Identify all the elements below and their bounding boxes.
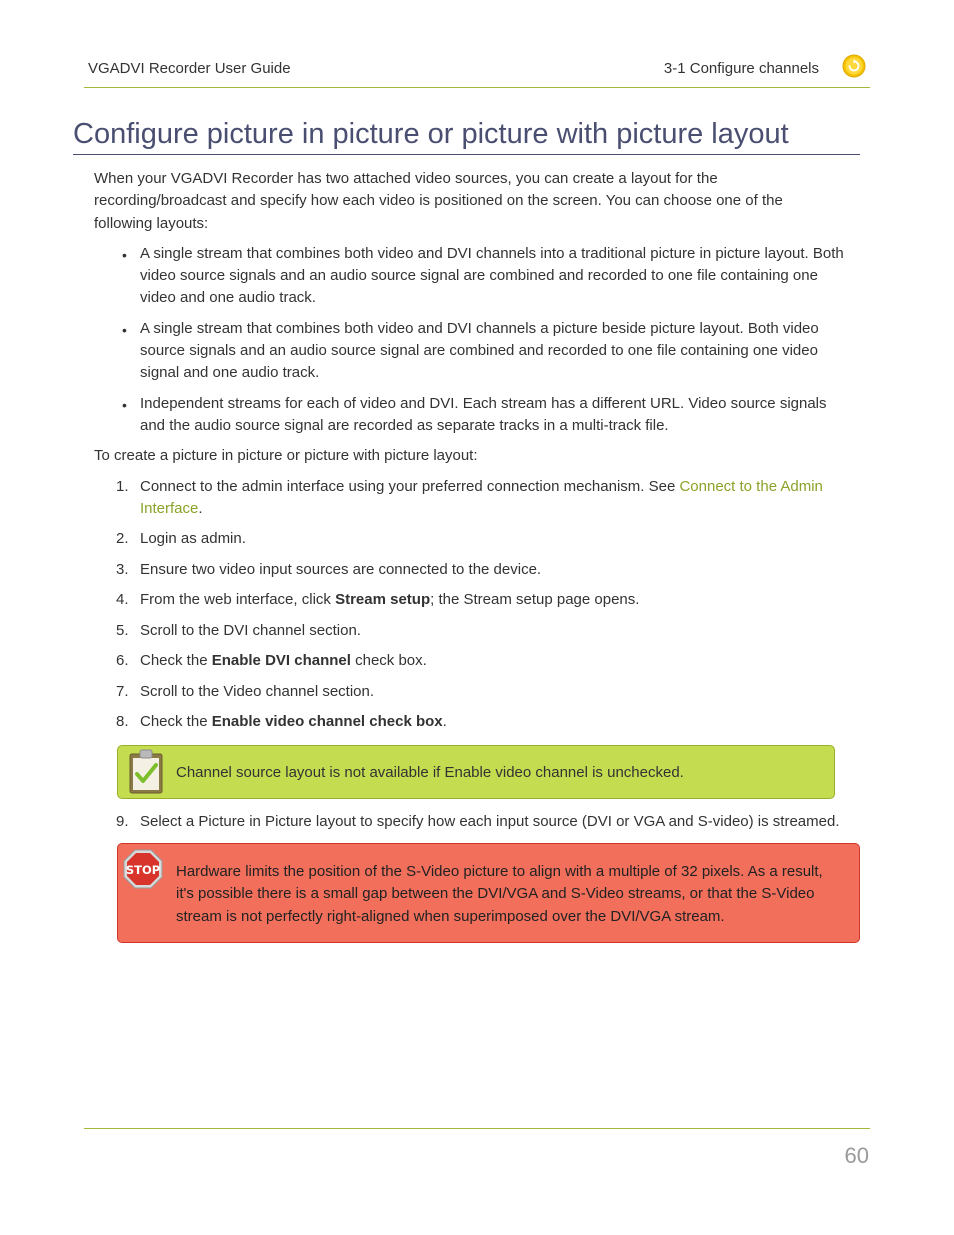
header-divider xyxy=(84,87,870,88)
step-item: 5. Scroll to the DVI channel section. xyxy=(116,621,361,639)
header-section-title: 3-1 Configure channels xyxy=(663,60,819,77)
warning-callout xyxy=(117,843,860,943)
footer-divider xyxy=(84,1128,870,1129)
step-item: 4. From the web interface, click Stream setup; the Stream setup page opens. xyxy=(116,591,640,609)
step-item: 6. Check the Enable DVI channel check box. xyxy=(116,652,427,670)
title-underline xyxy=(73,154,860,155)
connect-admin-link[interactable]: Connect to the Admin Interface xyxy=(140,477,823,517)
note-callout xyxy=(117,745,835,799)
list-item: • Independent streams for each of video and DVI. Each stream has a different URL. Video source signals and the audio source signal are recorded as separate tracks in a multi-track file. xyxy=(122,394,827,434)
svg-text:STOP: STOP xyxy=(125,863,161,877)
layout-options-list xyxy=(94,243,864,437)
step-item: 1. Connect to the admin interface using your preferred connection mechanism. See Connect to the Admin Interface. xyxy=(116,477,823,517)
step-item: 8. Check the Enable video channel check box. xyxy=(116,713,447,731)
list-item: • A single stream that combines both video and DVI channels a picture beside picture layout. Both video source signals and an audio source signal are combined and recorded to one file containing one video signal and one audio track. xyxy=(122,319,819,382)
list-item: • A single stream that combines both video and DVI channels into a traditional picture in picture layout. Both video source signals and an audio source signal are combined and recorded to one file containing one video and one audio track. xyxy=(122,244,844,307)
procedure-lead: To create a picture in picture or picture with picture layout: xyxy=(94,447,478,465)
stop-sign-icon xyxy=(122,848,164,890)
main-content xyxy=(94,168,864,742)
bullet-icon: • xyxy=(122,396,127,413)
bullet-icon: • xyxy=(122,246,127,263)
bullet-icon: • xyxy=(122,321,127,338)
step-item: 7. Scroll to the Video channel section. xyxy=(116,682,375,700)
page-title: Configure picture in picture or picture with picture layout xyxy=(73,118,789,150)
header-guide-title: VGADVI Recorder User Guide xyxy=(88,60,291,77)
clipboard-check-icon xyxy=(128,749,164,795)
step-item: 3. Ensure two video input sources are connected to the device. xyxy=(116,560,542,578)
refresh-icon xyxy=(842,54,866,78)
step-item: 2. Login as admin. xyxy=(116,530,246,548)
intro-paragraph: When your VGADVI Recorder has two attached video sources, you can create a layout for the recording/broadcast and specify how each video is positioned on the screen. You can choose one of the following layouts: xyxy=(94,170,783,232)
page-number: 60 xyxy=(844,1143,869,1168)
procedure-steps xyxy=(94,476,864,734)
note-text: Channel source layout is not available if Enable video channel is unchecked. xyxy=(176,764,684,781)
warning-text: Hardware limits the position of the S-Video picture to align with a multiple of 32 pixels. As a result, it's possible there is a small gap between the DVI/VGA and S-Video streams, or that the S-Video stream is not perfectly right-aligned when superimposed over the DVI/VGA stream. xyxy=(176,863,823,925)
